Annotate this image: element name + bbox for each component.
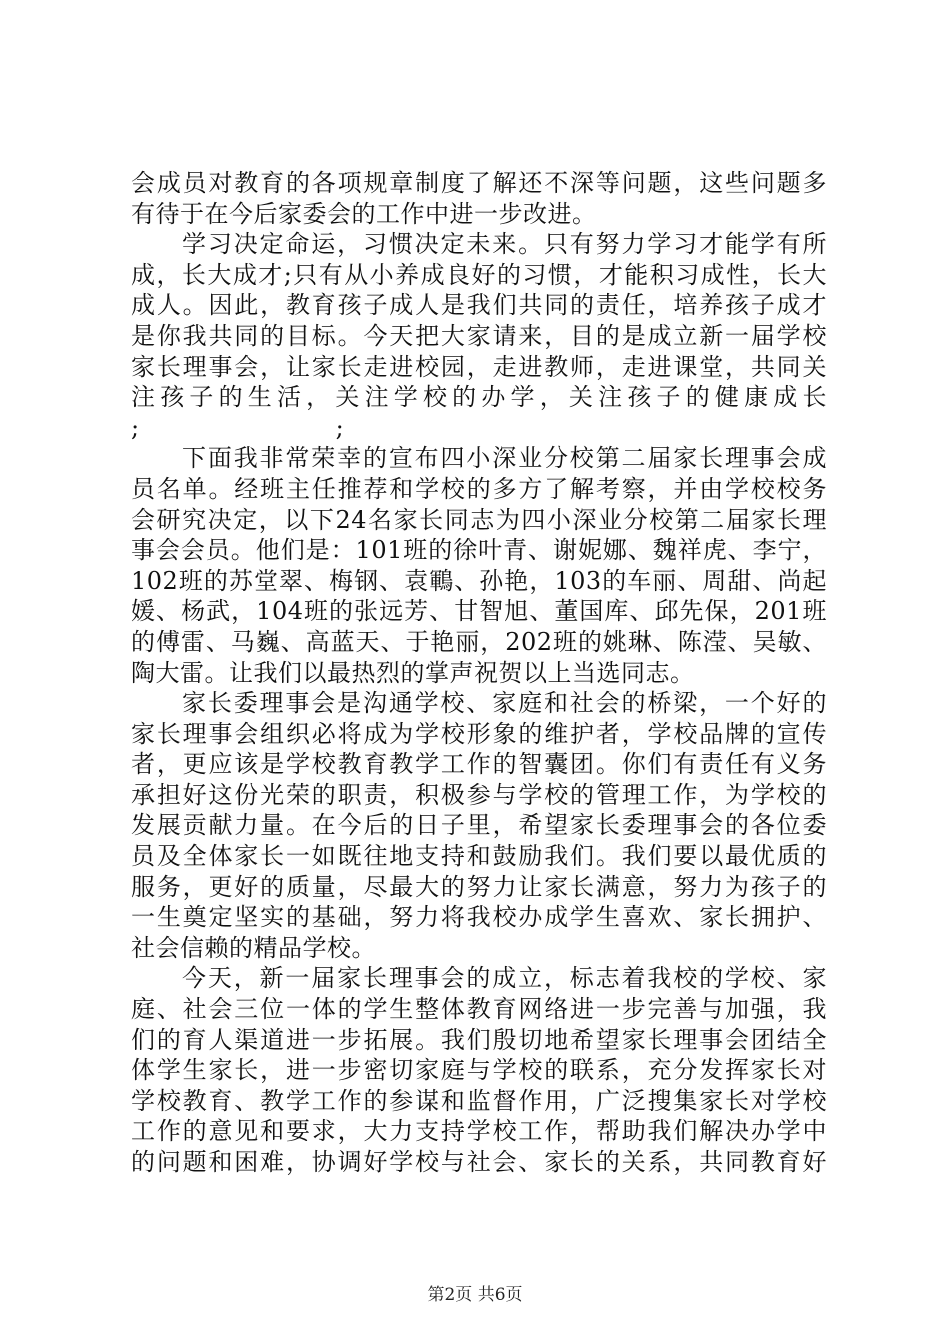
text-line: 102班的苏堂翠、梅钢、袁鶤、孙艳，103的车丽、周甜、尚起 — [131, 566, 827, 595]
text-line: 的傅雷、马巍、高蓝天、于艳丽，202班的姚琳、陈滢、吴敏、 — [131, 627, 827, 656]
text-line: 成，长大成才;只有从小养成良好的习惯，才能积习成性，长大 — [131, 260, 827, 289]
text-line: 者，更应该是学校教育教学工作的智囊团。你们有责任有义务 — [131, 750, 827, 779]
text-line: 媛、杨武，104班的张远芳、甘智旭、董国库、邱先保，201班 — [131, 597, 827, 626]
text-line: 注孩子的生活，关注学校的办学，关注孩子的健康成长 — [131, 383, 827, 412]
text-line: 庭、社会三位一体的学生整体教育网络进一步完善与加强，我 — [131, 995, 827, 1024]
text-line: 们的育人渠道进一步拓展。我们殷切地希望家长理事会团结全 — [131, 1025, 827, 1054]
text-line: 工作的意见和要求，大力支持学校工作，帮助我们解决办学中 — [131, 1117, 827, 1146]
text-line: 学校教育、教学工作的参谋和监督作用，广泛搜集家长对学校 — [131, 1086, 827, 1115]
text-line: 发展贡献力量。在今后的日子里，希望家长委理事会的各位委 — [131, 811, 827, 840]
text-line: 体学生家长，进一步密切家庭与学校的联系，充分发挥家长对 — [131, 1056, 827, 1085]
text-line: 员名单。经班主任推荐和学校的多方了解考察，并由学校校务 — [131, 474, 827, 503]
page-footer — [0, 1285, 950, 1305]
text-line: 会研究决定，以下24名家长同志为四小深业分校第二届家长理 — [131, 505, 827, 534]
paragraph-start-line: 家长委理事会是沟通学校、家庭和社会的桥梁，一个好的 — [182, 689, 827, 718]
text-line: 陶大雷。让我们以最热烈的掌声祝贺以上当选同志。 — [131, 658, 695, 687]
text-line: 的问题和困难，协调好学校与社会、家长的关系，共同教育好 — [131, 1148, 827, 1176]
text-line: 社会信赖的精品学校。 — [131, 933, 376, 962]
text-line: ; ; — [131, 413, 345, 442]
text-line: 服务，更好的质量，尽最大的努力让家长满意，努力为孩子的 — [131, 872, 827, 901]
text-line: 家长理事会组织必将成为学校形象的维护者，学校品牌的宣传 — [131, 719, 827, 748]
paragraph-start-line: 今天，新一届家长理事会的成立，标志着我校的学校、家 — [182, 964, 827, 993]
body-text — [131, 168, 827, 1178]
text-line: 一生奠定坚实的基础，努力将我校办成学生喜欢、家长拥护、 — [131, 903, 827, 932]
text-line: 成人。因此，教育孩子成人是我们共同的责任，培养孩子成才 — [131, 291, 827, 320]
text-line: 会成员对教育的各项规章制度了解还不深等问题，这些问题多 — [131, 169, 827, 197]
paragraph-start-line: 学习决定命运，习惯决定未来。只有努力学习才能学有所 — [182, 230, 827, 259]
text-line: 家长理事会，让家长走进校园，走进教师，走进课堂，共同关 — [131, 352, 827, 381]
text-line: 承担好这份光荣的职责，积极参与学校的管理工作，为学校的 — [131, 780, 827, 809]
text-line: 员及全体家长一如既往地支持和鼓励我们。我们要以最优质的 — [131, 842, 827, 871]
text-line: 有待于在今后家委会的工作中进一步改进。 — [131, 199, 597, 228]
paragraph-start-line: 下面我非常荣幸的宣布四小深业分校第二届家长理事会成 — [182, 444, 827, 473]
text-line: 事会会员。他们是：101班的徐叶青、谢妮娜、魏祥虎、李宁， — [131, 536, 827, 565]
text-line: 是你我共同的目标。今天把大家请来，目的是成立新一届学校 — [131, 321, 827, 350]
page-number-label: 第2页 共6页 — [427, 1285, 523, 1305]
